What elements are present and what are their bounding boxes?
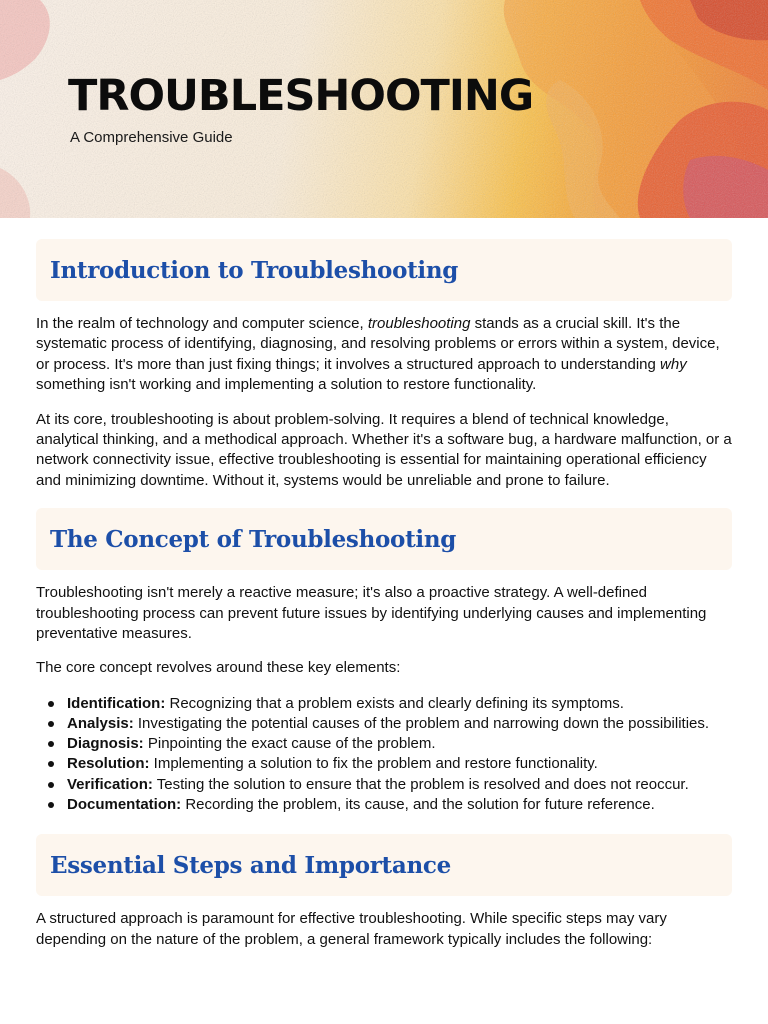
list-item-text: Recognizing that a problem exists and clearly defining its symptoms. xyxy=(165,694,624,712)
list-item-term: Documentation: xyxy=(67,795,182,813)
paragraph xyxy=(36,314,732,396)
list-item-text: Recording the problem, its cause, and the solution for future reference. xyxy=(181,795,655,813)
list-item xyxy=(36,754,732,774)
section-heading-box xyxy=(36,834,732,896)
list-item-text: Implementing a solution to fix the problem and restore functionality. xyxy=(149,755,598,773)
bullet-icon xyxy=(48,782,54,788)
list-item xyxy=(36,734,732,754)
paragraph: Troubleshooting isn't merely a reactive measure; it's also a proactive strategy. A well-defined troubleshooting process can prevent future issues by identifying underlying causes and implementing preventative measures. xyxy=(36,584,707,643)
list-item xyxy=(36,775,732,795)
bullet-icon xyxy=(48,761,54,767)
section-essential-steps xyxy=(36,834,732,950)
list-item xyxy=(36,714,732,734)
emphasis-text: why xyxy=(660,355,687,373)
section-heading-box xyxy=(36,508,732,570)
list-item xyxy=(36,795,732,815)
list-item-term: Verification: xyxy=(67,775,153,793)
list-item-term: Analysis: xyxy=(67,715,134,733)
section-introduction xyxy=(36,239,732,491)
section-heading: Introduction to Troubleshooting xyxy=(50,256,459,284)
list-item-term: Diagnosis: xyxy=(67,735,144,753)
list-item-term: Resolution: xyxy=(67,755,150,773)
text-run: something isn't working and implementing a solution to restore functionality. xyxy=(36,376,537,394)
section-heading: Essential Steps and Importance xyxy=(50,851,451,879)
bullet-icon xyxy=(48,701,54,707)
main-content xyxy=(36,239,732,950)
list-item-text: Pinpointing the exact cause of the problem. xyxy=(143,735,436,753)
list-item-text: Investigating the potential causes of the problem and narrowing down the possibilities. xyxy=(133,715,710,733)
section-heading-box xyxy=(36,239,732,301)
header-banner xyxy=(0,0,768,218)
text-run: In the realm of technology and computer science, xyxy=(36,315,368,332)
bullet-icon xyxy=(48,802,54,808)
page-title: TROUBLESHOOTING xyxy=(68,71,534,121)
paragraph: At its core, troubleshooting is about problem-solving. It requires a blend of technical knowledge, analytical thinking, and a methodical approach. Whether it's a software bug, a hardware malfunction, or a network connectivity issue, effective troubleshooting is essential for maintaining operational efficiency and minimizing downtime. Without it, systems would be unreliable and prone to failure. xyxy=(36,410,732,489)
bullet-icon xyxy=(48,741,54,747)
section-concept xyxy=(36,508,732,815)
bullet-icon xyxy=(48,721,54,727)
list-item-text: Testing the solution to ensure that the problem is resolved and does not reoccur. xyxy=(152,775,689,793)
page-subtitle: A Comprehensive Guide xyxy=(70,129,233,146)
emphasis-text: troubleshooting xyxy=(367,315,471,332)
text-run: stands as a crucial skill. It's the systematic process of identifying, diagnosing, and resolving problems or errors within a system, device, or process. It's more than just fixing things; it involves a structured approach to understanding xyxy=(36,315,720,373)
paragraph: A structured approach is paramount for effective troubleshooting. While specific steps may vary depending on the nature of the problem, a general framework typically includes the following: xyxy=(36,910,667,948)
list-item-term: Identification: xyxy=(67,694,166,712)
section-heading: The Concept of Troubleshooting xyxy=(50,525,457,553)
key-elements-list xyxy=(36,694,732,815)
list-item xyxy=(36,694,732,714)
paragraph: The core concept revolves around these key elements: xyxy=(36,659,401,677)
